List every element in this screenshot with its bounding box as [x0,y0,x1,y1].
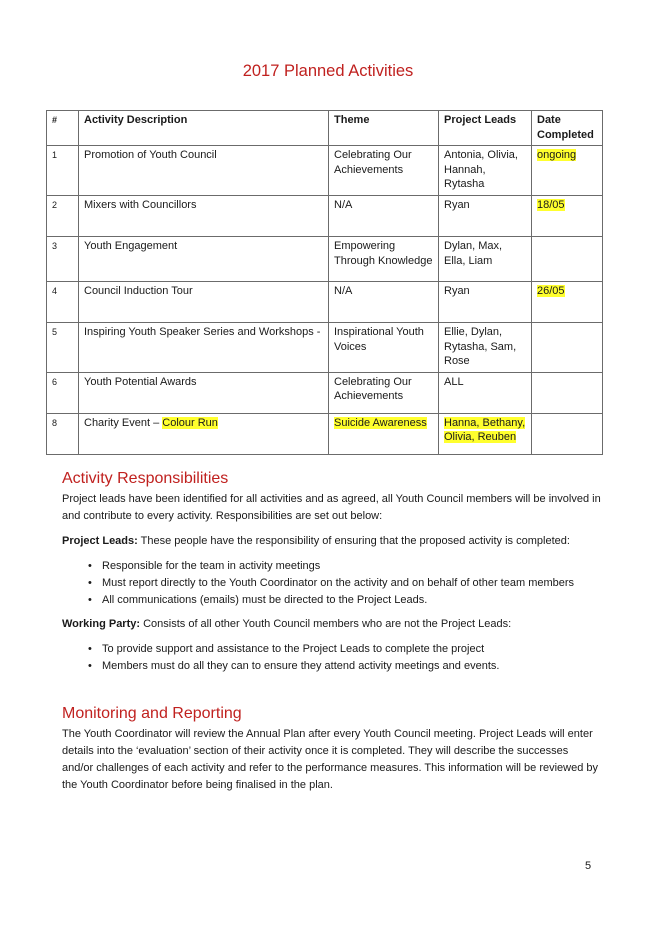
header-date-completed [532,111,603,146]
row-theme: Inspirational Youth Voices [329,322,439,372]
working-party-paragraph [62,616,602,633]
row-activity: Youth Potential Awards [79,372,329,413]
row-leads: Ryan [439,195,532,236]
row-activity: Promotion of Youth Council [79,146,329,196]
table-row [47,413,603,454]
row-leads: Ellie, Dylan, Rytasha, Sam, Rose [439,322,532,372]
table-row [47,281,603,322]
row-date-cell [532,281,603,322]
row-theme-cell [329,413,439,454]
row-number: 8 [47,413,79,454]
row-theme: N/A [329,281,439,322]
row-leads: Dylan, Max, Ella, Liam [439,236,532,281]
row-date: 26/05 [537,284,565,297]
monitoring-text: The Youth Coordinator will review the Annual Plan after every Youth Council meeting. Project Leads will enter details into the ‘evaluation’ section of their activity once it is completed. They will describe the successes and/or challenges of each activity and refer to the performance measures. This information will be reviewed by the Youth Coordinator before being finalised in the plan. [62,728,599,791]
bullet-icon: • [88,660,92,672]
row-theme: Suicide Awareness [334,416,427,429]
row-leads: ALL [439,372,532,413]
row-number: 3 [47,236,79,281]
row-activity-prefix: Charity Event – [84,416,163,429]
list-item-text: All communications (emails) must be directed to the Project Leads. [102,594,428,606]
row-activity: Council Induction Tour [79,281,329,322]
project-leads-bullets [62,558,602,609]
table-row [47,146,603,196]
table-row [47,322,603,372]
row-number: 5 [47,322,79,372]
row-number: 4 [47,281,79,322]
list-item [62,592,602,609]
list-item [62,641,602,658]
list-item-text: To provide support and assistance to the Project Leads to complete the project [102,643,485,655]
project-leads-paragraph [62,533,602,550]
bullet-icon: • [88,560,92,572]
header-project-leads: Project Leads [439,111,532,146]
working-party-label: Working Party: [62,618,141,630]
row-leads-cell [439,413,532,454]
row-activity [79,413,329,454]
row-number: 6 [47,372,79,413]
row-activity: Mixers with Councillors [79,195,329,236]
list-item-text: Members must do all they can to ensure they attend activity meetings and events. [102,660,500,672]
row-date: 18/05 [537,198,565,211]
row-date-cell [532,195,603,236]
row-date-cell [532,236,603,281]
row-theme: Celebrating Our Achievements [329,146,439,196]
bullet-icon: • [88,577,92,589]
row-activity: Youth Engagement [79,236,329,281]
row-theme: Celebrating Our Achievements [329,372,439,413]
row-theme: Empowering Through Knowledge [329,236,439,281]
bullet-icon: • [88,594,92,606]
list-item [62,558,602,575]
row-date-cell [532,146,603,196]
row-number: 2 [47,195,79,236]
row-leads: Ryan [439,281,532,322]
page-title: 2017 Planned Activities [242,62,414,80]
list-item [62,658,602,675]
row-theme: N/A [329,195,439,236]
table-header-row [47,111,603,146]
header-activity-description: Activity Description [79,111,329,146]
header-theme: Theme [329,111,439,146]
list-item-text: Must report directly to the Youth Coordinator on the activity and on behalf of other team members [102,577,575,589]
page-number: 5 [585,860,592,872]
table-row [47,236,603,281]
list-item [62,575,602,592]
monitoring-reporting-heading: Monitoring and Reporting [62,705,242,722]
row-date: ongoing [537,149,577,162]
header-date-line1: Date [537,114,561,126]
header-number: # [47,111,79,146]
project-leads-label: Project Leads: [62,535,138,547]
row-date-cell [532,413,603,454]
row-activity: Inspiring Youth Speaker Series and Workshops - [79,322,329,372]
header-date-line2: Completed [537,128,594,141]
row-date-cell [532,322,603,372]
row-activity-highlight: Colour Run [162,416,218,429]
activity-responsibilities-heading: Activity Responsibilities [62,470,229,487]
working-party-text: Consists of all other Youth Council members who are not the Project Leads: [140,618,512,630]
row-number: 1 [47,146,79,196]
list-item-text: Responsible for the team in activity meetings [102,560,321,572]
responsibilities-intro: Project leads have been identified for all activities and as agreed, all Youth Council members will be involved in and contribute to every activity. Responsibilities are set out below: [62,493,601,522]
working-party-bullets [62,641,602,675]
row-date-cell [532,372,603,413]
row-leads: Hanna, Bethany, Olivia, Reuben [444,416,526,444]
table-row [47,372,603,413]
bullet-icon: • [88,643,92,655]
activities-table [46,110,603,455]
table-row [47,195,603,236]
project-leads-text: These people have the responsibility of ensuring that the proposed activity is completed: [137,535,570,547]
row-leads: Antonia, Olivia, Hannah, Rytasha [439,146,532,196]
